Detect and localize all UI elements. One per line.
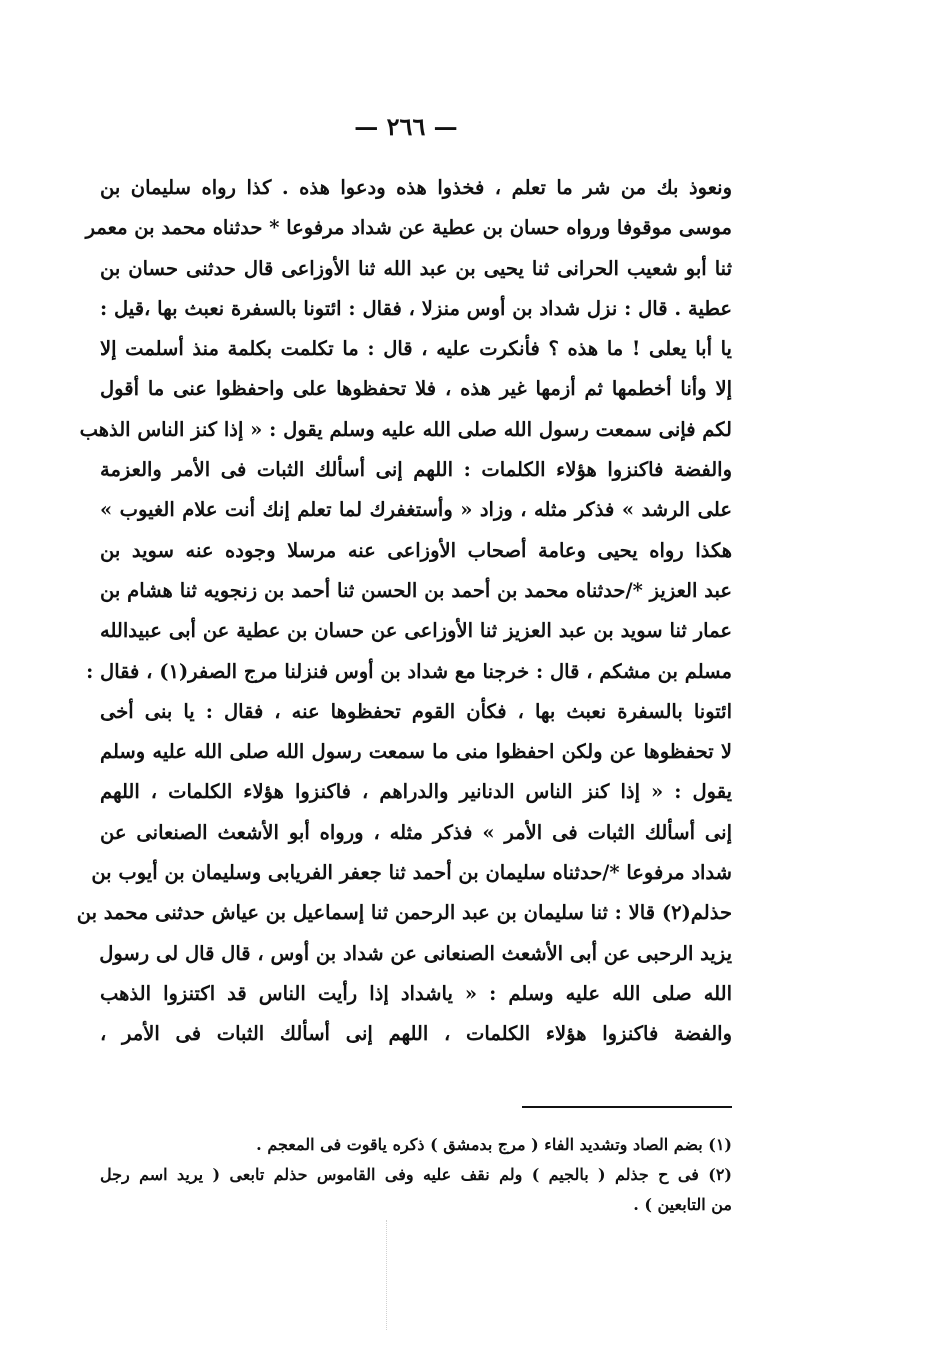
text-line: والفضة فاكنزوا هؤلاء الكلمات : اللهم إنى أسألك الثبات فى الأمر والعزمة bbox=[100, 458, 732, 482]
footnote-1: (١) بضم الصاد وتشديد الفاء ( مرج بدمشق ) ذكره ياقوت فى المعجم . bbox=[256, 1135, 732, 1154]
text-line: إلا وأنا أخطمها ثم أزمها غير هذه ، فلا تحفظوها على واحفظوا عنى ما أقول bbox=[100, 377, 732, 401]
scan-gutter-mark bbox=[386, 1220, 387, 1330]
text-line: إنى أسألك الثبات فى الأمر » فذكر مثله ، ورواه أبو الأشعث الصنعانى عن bbox=[100, 820, 732, 844]
text-line: على الرشد » فذكر مثله ، وزاد « وأستغفرك لما تعلم إنك أنت علام الغيوب » bbox=[100, 498, 732, 522]
main-text-block bbox=[76, 168, 732, 1055]
footnote-2-continuation: من التابعين ) . bbox=[633, 1195, 732, 1214]
text-line: ائتونا بالسفرة نعبث بها ، فكأن القوم تحفظوها عنه ، فقال : يا بنى أخى bbox=[100, 699, 732, 723]
text-line: والفضة فاكنزوا هؤلاء الكلمات ، اللهم إنى أسألك الثبات فى الأمر ، bbox=[100, 1022, 732, 1046]
text-line: موسى موقوفا ورواه حسان بن عطية عن شداد مرفوعا * حدثناه محمد بن معمر bbox=[85, 216, 732, 240]
footnotes-block bbox=[100, 1130, 732, 1220]
text-line: لا تحفظوها عن ولكن احفظوا منى ما سمعت رسول الله صلى الله عليه وسلم bbox=[100, 740, 732, 764]
text-line: لكم فإنى سمعت رسول الله صلى الله عليه وسلم يقول : « إذا كنز الناس الذهب bbox=[79, 417, 732, 441]
page-number: — ٢٦٦ — bbox=[354, 112, 458, 141]
text-line: الله صلى الله عليه وسلم : « ياشداد إذا رأيت الناس قد اكتنزوا الذهب bbox=[100, 981, 732, 1005]
text-line: ونعوذ بك من شر ما تعلم ، فخذوا هذه ودعوا هذه . كذا رواه سليمان بن bbox=[100, 176, 732, 199]
text-line: يزيد الرحبى عن أبى الأشعث الصنعانى عن شداد بن أوس ، قال قال لى رسول bbox=[99, 941, 732, 965]
footnote-2: (٢) فى ح جذلم ( بالجيم ) ولم نقف عليه وفى القاموس حذلم تابعى ( يريد اسم رجل bbox=[100, 1165, 732, 1184]
text-line: هكذا رواه يحيى وعامة أصحاب الأوزاعى عنه مرسلا وجوده عنه سويد بن bbox=[100, 538, 732, 562]
text-line: حذلم(٢) قالا : ثنا سليمان بن عبد الرحمن ثنا إسماعيل بن عياش حدثنى محمد بن bbox=[76, 901, 732, 925]
text-line: عطية . قال : نزل شداد بن أوس منزلا ، فقال : ائتونا بالسفرة نعبث بها ،قيل : bbox=[100, 296, 732, 320]
text-line: عمار ثنا سويد بن عبد العزيز ثنا الأوزاعى عن حسان بن عطية عن أبى عبيدالله bbox=[100, 619, 732, 643]
text-line: يا أبا يعلى ! ما هذه ؟ فأنكرت عليه ، قال : ما تكلمت بكلمة منذ أسلمت إلا bbox=[100, 337, 732, 361]
text-line: عبد العزيز */حدثناه محمد بن أحمد بن الحسن ثنا أحمد بن زنجويه ثنا هشام بن bbox=[100, 578, 732, 602]
text-line: ثنا أبو شعيب الحرانى ثنا يحيى بن عبد الله ثنا الأوزاعى قال حدثنى حسان بن bbox=[100, 256, 732, 280]
text-line: يقول : « إذا كنز الناس الدنانير والدراهم ، فاكنزوا هؤلاء الكلمات ، اللهم bbox=[100, 780, 732, 804]
text-line: مسلم بن مشكم ، قال : خرجنا مع شداد بن أوس فنزلنا مرج الصفر(١) ، فقال : bbox=[86, 659, 732, 683]
text-line: شداد مرفوعا */حدثناه سليمان بن أحمد ثنا جعفر الفريابى وسليمان بن أيوب بن bbox=[91, 861, 732, 885]
footnote-separator bbox=[522, 1106, 732, 1108]
